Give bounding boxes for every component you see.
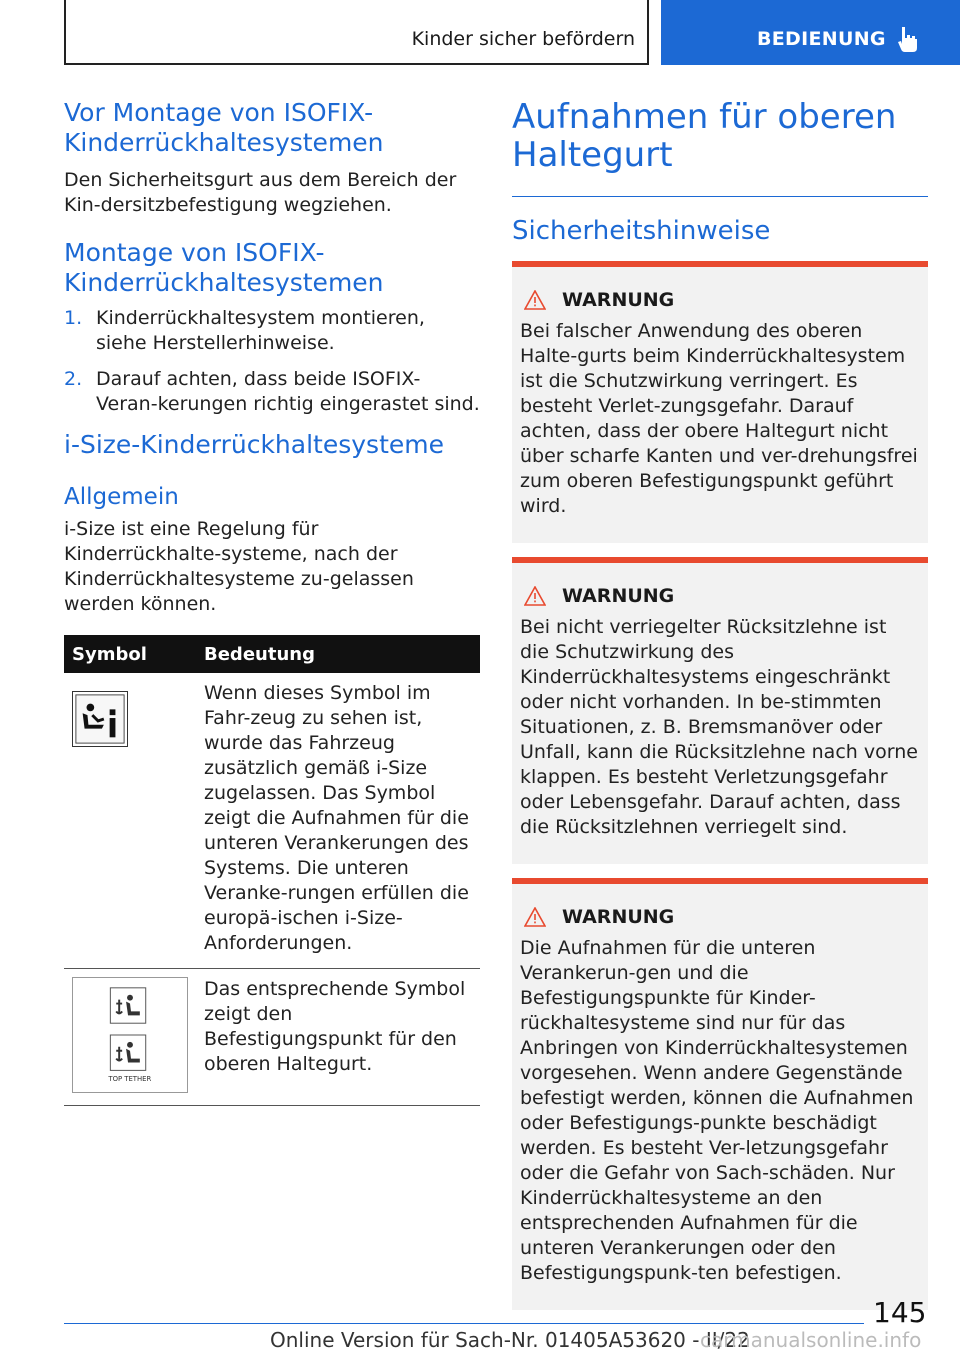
paragraph-general: i-Size ist eine Regelung für Kinderrückhalte-systeme, nach der Kinderrückhaltesysteme zu-gelassen werden können. [64,518,414,615]
heading-before-mounting: Vor Montage von ISOFIX-Kinderrückhaltesystemen [64,98,384,157]
footer-online-version: Online Version für Sach-Nr. 01405A53620 - II/22 [270,1328,750,1352]
heading-top-tether: Aufnahmen für oberen Haltegurt [512,97,897,175]
heading-safety-notes: Sicherheitshinweise [512,216,771,246]
list-item: 1. Kinderrückhaltesystem montieren, siehe Herstellerhinweise. [64,307,425,354]
warning-label: WARNUNG [562,585,675,607]
warning-triangle-icon [524,586,546,606]
left-column [64,98,480,1106]
warning-box [512,261,928,543]
table-header-meaning: Bedeutung [196,635,480,673]
warning-box [512,878,928,1310]
table-header-symbol: Symbol [64,635,196,673]
list-item: 2. Darauf achten, dass beide ISOFIX-Veran-kerungen richtig eingerastet sind. [64,368,480,415]
header-chapter-tab[interactable] [661,0,960,65]
header-chapter-label: BEDIENUNG [757,28,886,50]
warning-text: Bei nicht verriegelter Rücksitzlehne ist die Schutzwirkung des Kinderrückhaltesystems eingeschränkt oder nicht vorhanden. In be-stimmten Situationen, z. B. Bremsmanöver oder Unfall, kann die Rücksitzlehne nach vorne klappen. Es besteht Verletzungsgefahr oder Lebensgefahr. Darauf achten, dass die Rücksitzlehnen verriegelt sind. [520,616,918,838]
header-section-title: Kinder sicher befördern [411,28,635,50]
header-section-box [64,0,649,65]
footer-divider [64,1323,864,1324]
heading-mounting: Montage von ISOFIX-Kinderrückhaltesystemen [64,238,384,297]
heading-isize: i-Size-Kinderrückhaltesysteme [64,430,444,459]
isize-seat-icon [72,691,128,747]
top-tether-label: TOP TETHER [108,1075,152,1084]
warning-triangle-icon [524,290,546,310]
heading-general: Allgemein [64,484,179,510]
table-header-row [64,635,480,673]
divider [512,196,928,197]
hand-pointer-icon [893,24,923,54]
table-row [64,673,480,969]
mounting-steps [64,306,480,417]
table-cell-meaning: Das entsprechende Symbol zeigt den Befestigungspunkt für den oberen Haltegurt. [196,969,480,1106]
symbol-table [64,635,480,1106]
paragraph-before-mounting: Den Sicherheitsgurt aus dem Bereich der Kin-dersitzbefestigung wegziehen. [64,169,457,216]
warning-text: Die Aufnahmen für die unteren Verankerun-gen und die Befestigungspunkte für Kinder-rückhaltesysteme sind nur für das Anbringen von Kinderrückhaltesystemen vorgesehen. Wenn andere Gegenstände befestigt werden, können die Aufnahmen oder Befestigungs-punkte beschädigt werden. Es besteht Ver-letzungsgefahr oder die Gefahr von Sach-schäden. Nur Kinderrückhaltesysteme an den entsprechenden Aufnahmen für die unteren Verankerungen oder den Befestigungspunk-ten befestigen. [520,937,914,1284]
watermark: carmanualsonline.info [700,1328,922,1352]
warning-label: WARNUNG [562,289,675,311]
warning-triangle-icon [524,907,546,927]
page-number: 145 [873,1296,927,1329]
table-cell-symbol [64,673,196,969]
table-cell-meaning: Wenn dieses Symbol im Fahr-zeug zu sehen ist, wurde das Fahrzeug zusätzlich gemäß i-Size zugelassen. Das Symbol zeigt die Aufnahmen für die unteren Verankerungen des Systems. Die unteren Veranke-rungen erfüllen die europä-ischen i-Size-Anforderungen. [196,673,480,969]
table-row [64,969,480,1106]
top-tether-icon [72,977,188,1093]
right-column [512,98,928,1310]
warning-label: WARNUNG [562,906,675,928]
warning-box [512,557,928,864]
table-cell-symbol [64,969,196,1106]
warning-text: Bei falscher Anwendung des oberen Halte-gurts beim Kinderrückhaltesystem ist die Schutzwirkung verringert. Es besteht Verlet-zungsgefahr. Darauf achten, dass der obere Haltegurt nicht über scharfe Kanten und ver-drehungsfrei zum oberen Befestigungspunkt geführt wird. [520,320,918,517]
